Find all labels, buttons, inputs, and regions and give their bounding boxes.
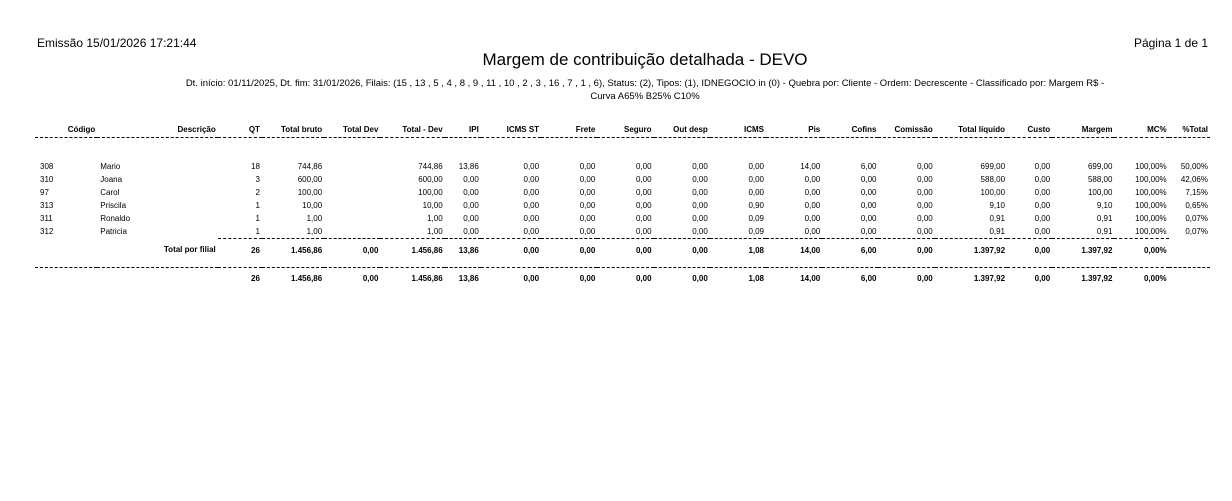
filters-line-2: Curva A65% B25% C10% xyxy=(590,91,700,102)
table-cell: 0,91 xyxy=(1096,214,1113,223)
table-cell: 100,00% xyxy=(1135,227,1167,236)
table-cell: 3 xyxy=(255,175,260,184)
total-cell: 0,00 xyxy=(324,239,380,262)
table-cell: 0,00 xyxy=(1034,201,1051,210)
total-cell: 0,00 xyxy=(878,239,934,262)
table-cell: 0,00 xyxy=(748,188,765,197)
table-cell: 310 xyxy=(40,175,54,184)
table-body xyxy=(35,138,1210,289)
table-cell: 6,00 xyxy=(860,162,877,171)
total-cell: 1.456,86 xyxy=(262,239,324,262)
table-cell: 744,86 xyxy=(418,162,443,171)
filters-line-1: Dt. início: 01/11/2025, Dt. fim: 31/01/2026, Filais: (15 , 13 , 5 , 4 , 8 , 9 , 11 , 10 , 2 , 3 , 16 , 7 , 1 , 6), Status: (2), Tipos: (1), IDNEGOCIO in (0) - Quebra por: Cliente - Ordem: Decrescente - Classificado por: Margem R$ - xyxy=(185,78,1105,89)
table-cell: 1 xyxy=(255,201,260,210)
report-filters xyxy=(60,77,1230,103)
table-row xyxy=(35,199,1210,212)
table-row xyxy=(35,212,1210,225)
table-cell: 312 xyxy=(40,227,54,237)
table-cell: 0,00 xyxy=(917,188,933,197)
column-header: ICMS ST xyxy=(481,121,541,138)
total-cell: 0,00% xyxy=(1114,239,1168,262)
table-cell: 0,00 xyxy=(635,188,652,197)
total-cell: 1.397,92 xyxy=(973,273,1006,283)
table-cell: Joana xyxy=(100,175,123,184)
table-cell: 100,00% xyxy=(1135,175,1167,184)
table-cell: 100,00% xyxy=(1135,188,1167,197)
table-cell: 97 xyxy=(40,188,49,197)
spacer-row xyxy=(35,138,1210,161)
page-number: Página 1 de 1 xyxy=(1133,36,1208,50)
table-cell: 0,00 xyxy=(917,227,933,236)
table-cell: 0,00 xyxy=(860,201,877,210)
total-cell: 0,00 xyxy=(654,239,710,262)
table-cell: 0,00 xyxy=(523,214,540,223)
total-cell: 0,00 xyxy=(597,239,653,262)
total-cell: 1.456,86 xyxy=(380,239,444,262)
total-cell: 13,86 xyxy=(458,273,479,283)
column-header: Total Dev xyxy=(324,121,380,138)
table-cell: 0,07% xyxy=(1185,227,1208,237)
total-cell: 1.397,92 xyxy=(1052,239,1114,262)
total-cell xyxy=(1169,268,1210,289)
table-cell: 1 xyxy=(255,214,260,223)
column-header: ICMS xyxy=(710,121,766,138)
table-cell: Priscila xyxy=(100,201,127,210)
table-cell: 0,00 xyxy=(748,175,765,184)
table-cell: 0,00 xyxy=(804,214,821,223)
table-cell: 0,00 xyxy=(860,227,877,236)
table-cell: 0,00 xyxy=(635,201,652,210)
column-header: MC% xyxy=(1114,121,1168,138)
total-cell: 1.397,92 xyxy=(935,239,1007,262)
column-header: Frete xyxy=(541,121,597,138)
table-cell: 0,07% xyxy=(1185,214,1208,223)
table-cell: 0,00 xyxy=(1034,162,1051,171)
table-row xyxy=(35,225,1210,239)
table-cell: 1 xyxy=(255,227,260,236)
grand-total-row xyxy=(35,268,1210,289)
table-cell: 0,00 xyxy=(579,175,596,184)
table-cell: Ronaldo xyxy=(100,214,131,223)
table-cell: 0,00 xyxy=(523,188,540,197)
table-cell: 0,91 xyxy=(989,227,1006,236)
table-cell: Mario xyxy=(100,162,121,171)
table-cell: 699,00 xyxy=(980,162,1006,171)
emission-timestamp: Emissão 15/01/2026 17:21:44 xyxy=(37,36,197,50)
table-cell: 699,00 xyxy=(1087,162,1113,171)
total-cell: 1,08 xyxy=(710,239,766,262)
table-cell: 0,00 xyxy=(579,214,596,223)
table-cell xyxy=(324,212,380,225)
table-cell: 0,00 xyxy=(804,201,821,210)
table-cell: 0,00 xyxy=(635,162,652,171)
table-cell: 0,00 xyxy=(463,227,479,236)
total-cell: 0,00 xyxy=(692,273,708,283)
total-cell: 14,00 xyxy=(766,239,822,262)
total-cell: 14,00 xyxy=(800,273,821,283)
table-cell: 0,00 xyxy=(523,175,540,184)
table-cell: 10,00 xyxy=(302,201,323,210)
table-cell: 0,09 xyxy=(748,214,765,223)
table-cell: 0,00 xyxy=(1034,175,1051,184)
total-cell: 26 xyxy=(251,273,260,283)
table-cell: 1,00 xyxy=(427,227,443,236)
total-cell: 1,08 xyxy=(748,273,765,283)
table-cell: 0,00 xyxy=(748,162,765,171)
table-cell: 0,00 xyxy=(635,214,652,223)
column-header: IPI xyxy=(445,121,481,138)
table-cell: 0,00 xyxy=(579,188,596,197)
table-cell: 0,00 xyxy=(860,214,877,223)
table-cell: 1,00 xyxy=(306,214,323,223)
total-label xyxy=(35,268,218,289)
table-cell: 9,10 xyxy=(1096,201,1113,210)
column-header: Cofins xyxy=(822,121,878,138)
table-cell: 0,65% xyxy=(1185,201,1208,210)
total-cell: 0,00 xyxy=(635,273,652,283)
table-cell xyxy=(324,225,380,239)
total-cell: 6,00 xyxy=(860,273,877,283)
table-cell: 100,00 xyxy=(418,188,443,197)
column-header: Margem xyxy=(1052,121,1114,138)
column-header: Código xyxy=(35,121,97,138)
total-cell: 0,00% xyxy=(1143,273,1167,283)
table-row xyxy=(35,173,1210,186)
table-cell: 0,00 xyxy=(1034,214,1051,223)
table-cell: 0,00 xyxy=(463,188,479,197)
column-header: Pis xyxy=(766,121,822,138)
table-cell: 0,00 xyxy=(804,175,821,184)
table-cell: 0,00 xyxy=(463,175,479,184)
column-header: Seguro xyxy=(597,121,653,138)
table-cell: 588,00 xyxy=(980,175,1006,184)
table-cell: 0,00 xyxy=(523,201,540,210)
table-cell: 0,91 xyxy=(989,214,1006,223)
table-cell: 1,00 xyxy=(306,227,323,236)
table-cell: 18 xyxy=(251,162,260,171)
table-cell: 100,00 xyxy=(297,188,323,197)
table-cell: 0,00 xyxy=(463,201,479,210)
total-cell: 13,86 xyxy=(445,239,481,262)
table-cell: 50,00% xyxy=(1180,162,1208,171)
table-cell: 7,15% xyxy=(1185,188,1208,197)
margin-report-table xyxy=(35,121,1210,288)
table-cell: 744,86 xyxy=(297,162,323,171)
total-cell: 1.456,86 xyxy=(411,273,443,283)
table-cell: 42,06% xyxy=(1180,175,1208,184)
table-cell: 0,00 xyxy=(860,188,877,197)
table-cell: 0,00 xyxy=(692,188,708,197)
table-cell xyxy=(324,199,380,212)
total-cell: 1.397,92 xyxy=(1081,273,1113,283)
table-cell: 0,91 xyxy=(1096,227,1113,236)
total-cell: 0,00 xyxy=(362,273,379,283)
table-cell: 13,86 xyxy=(458,162,479,171)
table-cell: 600,00 xyxy=(418,175,443,184)
table-cell: 0,00 xyxy=(1034,188,1051,197)
table-cell: 313 xyxy=(40,201,54,210)
total-cell: 0,00 xyxy=(523,273,540,283)
total-cell: 26 xyxy=(218,239,262,262)
table-cell: 100,00 xyxy=(1087,188,1113,197)
table-row xyxy=(35,186,1210,199)
table-cell: 0,00 xyxy=(523,162,540,171)
column-header: Comissão xyxy=(878,121,934,138)
table-cell: 14,00 xyxy=(800,162,821,171)
table-cell: 308 xyxy=(40,162,54,171)
table-cell: 0,00 xyxy=(579,162,596,171)
table-cell: 2 xyxy=(255,188,260,197)
total-cell: 0,00 xyxy=(481,239,541,262)
total-cell: 0,00 xyxy=(1034,273,1051,283)
table-cell: 0,09 xyxy=(748,227,765,236)
column-header: Out desp xyxy=(654,121,710,138)
table-cell xyxy=(324,160,380,173)
total-cell: 6,00 xyxy=(822,239,878,262)
table-cell: 0,00 xyxy=(860,175,877,184)
table-cell xyxy=(324,173,380,186)
total-cell: 1.456,86 xyxy=(291,273,323,283)
table-cell: 0,00 xyxy=(579,227,596,236)
total-cell xyxy=(1169,239,1210,262)
table-cell: 0,00 xyxy=(692,162,708,171)
table-cell: 0,00 xyxy=(917,201,933,210)
table-cell: 588,00 xyxy=(1087,175,1113,184)
table-cell: 0,90 xyxy=(748,201,765,210)
total-cell: 0,00 xyxy=(1007,239,1052,262)
total-cell: 0,00 xyxy=(579,273,596,283)
table-cell: 0,00 xyxy=(692,201,708,210)
table-cell: 0,00 xyxy=(1034,227,1051,236)
total-cell: 0,00 xyxy=(541,239,597,262)
table-cell: 1,00 xyxy=(427,214,443,223)
table-cell: 0,00 xyxy=(917,175,933,184)
table-header-row xyxy=(35,121,1210,138)
table-cell: 0,00 xyxy=(692,227,708,236)
table-cell: 0,00 xyxy=(917,162,933,171)
report-title: Margem de contribuição detalhada - DEVO xyxy=(482,50,808,69)
table-cell: 0,00 xyxy=(804,188,821,197)
table-cell: 100,00% xyxy=(1135,214,1167,223)
table-cell: 100,00% xyxy=(1135,201,1167,210)
column-header: Total - Dev xyxy=(380,121,444,138)
table-cell: 0,00 xyxy=(463,214,479,223)
table-cell: 0,00 xyxy=(692,175,708,184)
table-cell: 100,00 xyxy=(980,188,1006,197)
column-header: QT xyxy=(218,121,262,138)
total-cell: 0,00 xyxy=(917,273,933,283)
table-cell: 600,00 xyxy=(297,175,323,184)
table-cell: 0,00 xyxy=(523,227,540,236)
column-header: Custo xyxy=(1007,121,1052,138)
table-cell: 0,00 xyxy=(635,227,652,236)
table-cell: 311 xyxy=(40,214,53,223)
table-cell: 0,00 xyxy=(635,175,652,184)
table-cell: 0,00 xyxy=(917,214,933,223)
subtotal-row xyxy=(35,239,1210,262)
column-header: Descrição xyxy=(97,121,218,138)
table-cell: Patricia xyxy=(100,227,127,237)
column-header: %Total xyxy=(1169,121,1210,138)
column-header: Total líquido xyxy=(935,121,1007,138)
table-cell: 100,00% xyxy=(1135,162,1167,171)
table-cell: 0,00 xyxy=(692,214,708,223)
table-cell: Carol xyxy=(100,188,120,197)
table-row xyxy=(35,160,1210,173)
column-header: Total bruto xyxy=(262,121,324,138)
total-label: Total por filial xyxy=(163,245,216,255)
table-cell: 0,00 xyxy=(804,227,821,236)
table-cell: 10,00 xyxy=(422,201,443,210)
table-cell: 9,10 xyxy=(989,201,1006,210)
table-cell: 0,00 xyxy=(579,201,596,210)
table-cell xyxy=(324,186,380,199)
